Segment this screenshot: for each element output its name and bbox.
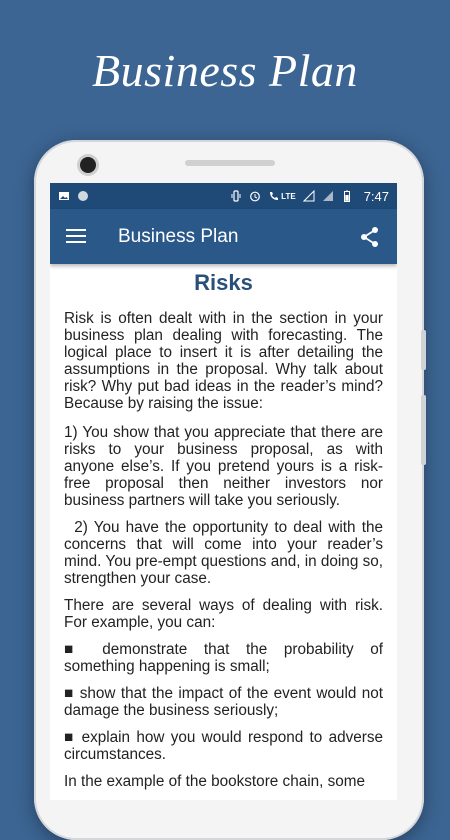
paragraph: 1) You show that you appreciate that there are risks to your business proposal, as with anyone else’s. If you pretend yours is a risk-free proposal then neither investors nor business partners will take you seriously. xyxy=(64,424,383,509)
phone-camera xyxy=(80,157,96,173)
app-title: Business Plan xyxy=(118,225,239,247)
alarm-icon xyxy=(249,190,261,202)
bullet-item: ■ explain how you would respond to adverse circumstances. xyxy=(64,729,383,763)
bullet-item: ■ demonstrate that the probability of something happening is small; xyxy=(64,641,383,675)
status-left xyxy=(58,190,89,202)
phone-icon xyxy=(268,190,280,202)
share-icon[interactable] xyxy=(359,226,381,248)
phone-screen xyxy=(50,183,397,800)
article-heading: Risks xyxy=(194,270,253,295)
power-button xyxy=(421,395,426,465)
phone-speaker xyxy=(185,160,275,166)
gallery-icon xyxy=(58,190,70,202)
lte-call-icon xyxy=(268,190,296,202)
lte-label: LTE xyxy=(281,191,296,201)
clock: 7:47 xyxy=(363,188,389,204)
battery-icon xyxy=(341,190,353,202)
paragraph: Risk is often dealt with in the section in your business plan dealing with forecasting. The logical place to insert it is after detailing the assumptions in the proposal. Why talk about risk? Why put bad ideas in the reader’s mind? Because by raising the issue: xyxy=(64,310,383,412)
vibrate-icon xyxy=(230,190,242,202)
bullet-item: ■ show that the impact of the event would not damage the business seriously; xyxy=(64,685,383,719)
paragraph: 2) You have the opportunity to deal with the concerns that will come into your reader’s mind. You pre-empt questions and, in doing so, strengthen your case. xyxy=(64,519,388,587)
circle-icon xyxy=(77,190,89,202)
article-content xyxy=(50,264,397,790)
paragraph: In the example of the bookstore chain, some xyxy=(64,773,366,790)
menu-icon[interactable] xyxy=(66,229,88,245)
status-bar xyxy=(50,183,397,209)
signal-lte-icon xyxy=(322,190,334,202)
promo-title: Business Plan xyxy=(92,45,358,96)
signal-icon xyxy=(303,190,315,202)
app-bar xyxy=(50,209,397,264)
volume-button xyxy=(421,330,426,370)
paragraph: There are several ways of dealing with risk. For example, you can: xyxy=(64,597,383,631)
status-right xyxy=(230,189,389,204)
